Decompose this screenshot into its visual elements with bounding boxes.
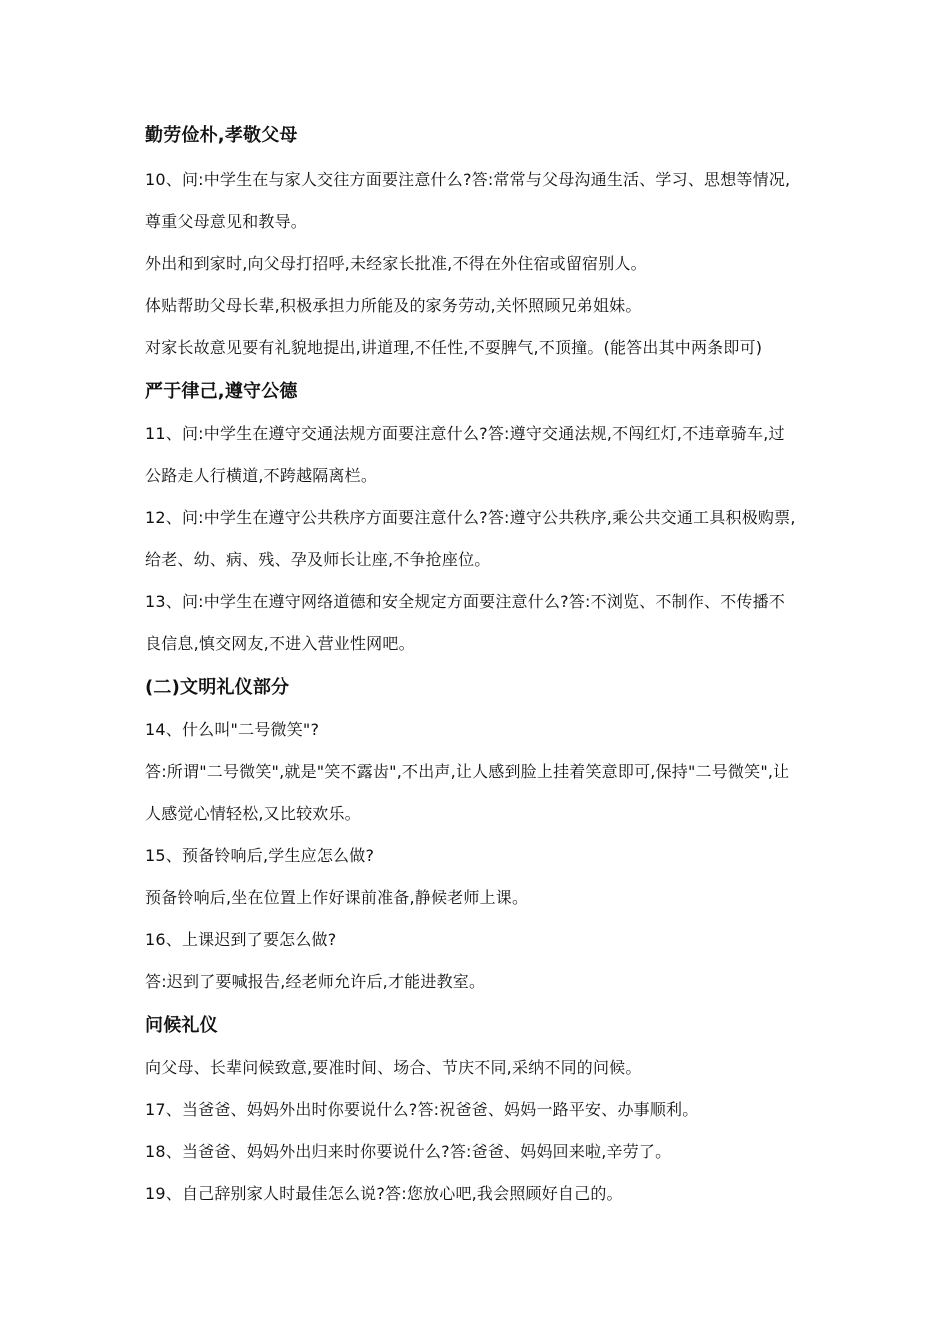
- section-heading-self-discipline: 严于律己,遵守公德: [145, 381, 298, 402]
- text-line: 答:所谓"二号微笑",就是"笑不露齿",不出声,让人感到脸上挂着笑意即可,保持"二号微笑",让: [145, 762, 790, 781]
- text-line: 10、问:中学生在与家人交往方面要注意什么?答:常常与父母沟通生活、学习、思想等情况,: [145, 170, 791, 189]
- text-line: 11、问:中学生在遵守交通法规方面要注意什么?答:遵守交通法规,不闯红灯,不违章骑车,过: [145, 424, 785, 443]
- text-line: 尊重父母意见和教导。: [145, 212, 308, 231]
- text-line: 13、问:中学生在遵守网络道德和安全规定方面要注意什么?答:不浏览、不制作、不传播不: [145, 592, 786, 611]
- text-line: 14、什么叫"二号微笑"?: [145, 720, 320, 739]
- text-line: 19、自己辞别家人时最佳怎么说?答:您放心吧,我会照顾好自己的。: [145, 1184, 623, 1203]
- text-line: 外出和到家时,向父母打招呼,未经家长批准,不得在外住宿或留宿别人。: [145, 254, 647, 273]
- text-line: 向父母、长辈问候致意,要准时间、场合、节庆不同,采纳不同的问候。: [145, 1058, 642, 1077]
- text-line: 12、问:中学生在遵守公共秩序方面要注意什么?答:遵守公共秩序,乘公共交通工具积极购票,: [145, 508, 796, 527]
- text-line: 人感觉心情轻松,又比较欢乐。: [145, 804, 361, 823]
- text-line: 15、预备铃响后,学生应怎么做?: [145, 846, 375, 865]
- text-line: 对家长故意见要有礼貌地提出,讲道理,不任性,不耍脾气,不顶撞。(能答出其中两条即可): [145, 338, 763, 357]
- text-line: 良信息,慎交网友,不进入营业性网吧。: [145, 634, 415, 653]
- text-line: 17、当爸爸、妈妈外出时你要说什么?答:祝爸爸、妈妈一路平安、办事顺利。: [145, 1100, 699, 1119]
- section-heading-etiquette: (二)文明礼仪部分: [145, 677, 290, 698]
- text-line: 体贴帮助父母长辈,积极承担力所能及的家务劳动,关怀照顾兄弟姐妹。: [145, 296, 642, 315]
- text-line: 公路走人行横道,不跨越隔离栏。: [145, 466, 378, 485]
- text-line: 给老、幼、病、残、孕及师长让座,不争抢座位。: [145, 550, 491, 569]
- text-line: 预备铃响后,坐在位置上作好课前准备,静候老师上课。: [145, 888, 529, 907]
- section-heading-greetings: 问候礼仪: [145, 1015, 218, 1036]
- text-line: 答:迟到了要喊报告,经老师允许后,才能进教室。: [145, 972, 486, 991]
- section-heading-diligence: 勤劳俭朴,孝敬父母: [145, 125, 298, 146]
- text-line: 18、当爸爸、妈妈外出归来时你要说什么?答:爸爸、妈妈回来啦,辛劳了。: [145, 1142, 672, 1161]
- text-line: 16、上课迟到了要怎么做?: [145, 930, 337, 949]
